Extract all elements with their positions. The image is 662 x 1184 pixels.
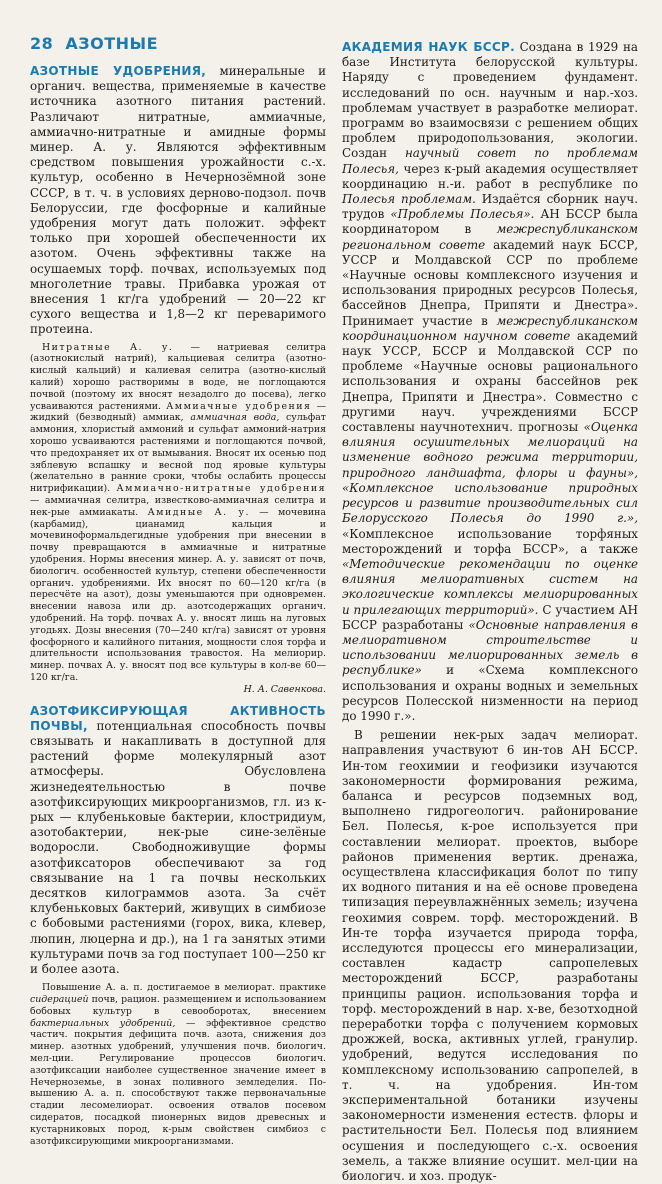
entry-paragraph: В решении нек-рых задач мелиорат. направления участвуют 6 ин-тов АН БССР. Ин-том геохимии и геофизики изучаются закономерности формирования режима, баланса и ресурсов подземных вод, выполнено гидрогеологич. районирование Бел. Полесья, к-рое используется при составлении мелиорат. проектов, выборе районов применения вертик. дренажа, осуществлена классификация болот по типу их водного питания и на её основе проведена типизация переувлажнённых земель; изучена геохимия соврем. торф. месторождений. В Ин-те торфа изучается природа торфа, исследуются процессы его минерализации, составлен кадастр сапропелевых месторождений БССР, разработаны принципы рацион. использования торфа и торф. месторождений в нар. х-ве, безотходной переработки торфа с получением кормовых дрожжей, воска, активных углей, гранулир. удобрений, ведутся исследования по комплексному использованию сапропелей, в т. ч. на удобрения. Ин-том экспериментальной ботаники изучены закономерности изменения естеств. флоры и растительности Бел. Полесья под влиянием осушения и последующего с.-х. освоения земель, а также влияние осушит. мел-ции на биологич. и хоз. продук- [342,728,638,1184]
paragraph-text: — мочевина (карбамид), цианамид кальция и мочевиноформальдегидные удобрения при внесении в почву превращаются в аммиачные и нитратные удобрения. Нормы внесения минер. А. у. зависят от почв, биологич. особенностей культур, степени обеспеченности органич. удобрениями. Их вносят по 60—120 кг/га (в пересчёте на азот), дозы уменьшаются при одновремен. внесении навоза или др. азотсодержащих органич. удобрений. На торф. почвах А. у. вносят лишь на луговых угодьях. Дозы внесения (70—240 кг/га) зависят от уровня фосфорного и калийного питания, мощности слоя торфа и длительности использования травостоя. На мелиорир. минер. почвах А. у. вносят под все культуры в кол-ве 60—120 кг/га. [30,506,326,683]
entry-text: через к-рый академия осуществляет координацию н.-и. работ в республике по [342,161,638,191]
cross-reference: научный совет по проблемам Полесья, [342,146,638,176]
entry-azotfiksiruyushchaya-aktivnost [30,704,326,978]
cross-reference: «Проблемы Полесья». [390,207,535,222]
entry-text: потенциальная способность почвы связывать и накапливать в доступной для растений форме молекулярный азот атмосферы. Обусловлена жизнедеятельностью в почве азотфиксирующих микроорганизмов, гл. из к-рых — клубеньковые бактерии, клостридиум, азотобактерии, нек-рые сине-зелёные водоросли. Свободноживущие формы азотфиксаторов обеспечивают за год связывание на 1 га почвы нескольких десятков килограммов азота. За счёт клубеньковых бактерий, живущих в симбиозе с бобовыми растениями (горох, вика, клевер, люпин, люцерна и др.), на 1 га занятых этими культурами почв за год поступает 100—250 кг и более азота. [30,718,326,977]
subterm: Аммиачно-нитратные удобрения [116,483,326,495]
cross-reference: бактериальных удобрений, [30,1017,176,1029]
paragraph-text: — аммиачная селитра, известково-аммиачная селитра и нек-рые аммиакаты. [30,495,326,518]
entry-text: и «Схема комплексного использования и охраны водных и земельных ресурсов Полесской низменности на период до 1990 г.». [342,663,638,723]
entry-paragraph [30,342,326,684]
left-column [30,64,327,1147]
entry-text: Издаётся сборник науч. трудов [342,192,638,222]
paragraph-text: — эффективное средство частич. покрытия дефицита почв. азота, снижения доз минер. азотных удобрений, улучшения почв. биологич. мел-ции. Регулирование процессов биологич. азотфиксации наиболее существенное значение имеет в Нечерноземье, в зонах поливного земледелия. Повышению А. а. п. способствуют также первоначальные стадии лесомелиорат. освоения отвалов посевом сидератов, посадкой пионерных видов древесных и кустарниковых пород, к-рым свойствен симбиоз с азотфиксирующими микроорганизмами. [30,1017,327,1147]
paragraph-text: — жидкий (безводный) аммиак, [30,400,327,424]
entry-term: АКАДЕМИЯ НАУК БССР. [342,40,515,54]
running-header [30,34,158,53]
cross-reference: межреспубликанском региональном совете [342,222,638,252]
cross-reference: «Методические рекомендации по оценке влияния мелиоративных систем на экологические комплексы мелиорированных и прилегающих территорий». [342,556,638,617]
entry-text: С участием АН БССР разработаны [342,602,638,632]
subterm: Нитратные А. у. [42,341,174,353]
cross-reference: аммиачная вода, [190,412,280,424]
entry-term: АЗОТНЫЕ УДОБРЕНИЯ, [30,64,207,78]
entry-paragraph [30,982,326,1147]
subterm: Аммиачные удобрения [166,400,312,412]
entry-term: АЗОТФИКСИРУЮЩАЯ АКТИВНОСТЬ ПОЧВЫ, [30,703,326,733]
entry-text: АН БССР была координатором в [342,207,638,237]
entry-text: академий наук УССР, БССР и Молдавской ССР по проблеме «Научные основы рационального использования и охраны бассейнов рек Днепра, Припяти и Днестра». Совместно с другими науч. учреждениями БССР составлены научнотехнич. прогнозы [342,328,638,435]
running-title: АЗОТНЫЕ [65,34,159,53]
cross-reference: Полесья проблемам. [342,192,476,207]
entry-text: минеральные и органич. вещества, применяемые в качестве источника азотного питания растений. Различают нитратные, аммиачные, аммиачно-нитратные и амидные формы минер. А. у. Являются эффективным средством повышения урожайности с.-х. культур, особенно в Нечернозёмной зоне СССР, в т. ч. в условиях дерново-подзол. почв Белоруссии, где фосфорные и калийные удобрения могут дать положит. эффект только при хорошей обеспеченности их азотом. Очень эффективны также на осушаемых торф. почвах, используемых под многолетние травы. Прибавка урожая от внесения 1 кг/га удобрений — 20—22 кг сухого вещества и 1,8—2 кг переваримого протеина. [30,64,326,337]
cross-reference: сидерацией [30,994,89,1006]
entry-azotnye-udobreniya [30,64,326,338]
entry-akademiya-nauk-bssr [342,40,638,724]
entry-text: «Комплексное использование торфяных месторождений и торфа БССР», а также [342,526,638,556]
right-column [342,40,638,1184]
entry-text: Создана в 1929 на базе Института белорусской культуры. Наряду с проведением фундамент. исследований по осн. научным и нар.-хоз. проблемам участвует в разработке мелиорат. программ во взаимосвязи с решением общих проблем природопользования, экологии. Создан [342,40,638,161]
paragraph-text: почв, рацион. размещением и использованием бобовых культур в севооборотах, внесением [30,994,326,1017]
page-number: 28 [30,34,54,53]
cross-reference: межреспубликанском координационном научном совете [342,313,638,343]
author-signature: Н. А. Савенкова. [243,683,326,695]
cross-reference: «Оценка влияния осушительных мелиораций на изменение водного режима территории, природного ландшафта, флоры и фауны», «Комплексное использование природных ресурсов и развитие производительных сил Белорусского Полесья до 1990 г.», [342,420,638,526]
paragraph-text: Повышение А. а. п. достигаемое в мелиорат. практике [42,982,326,994]
paragraph-text: — натриевая селитра (азотнокислый натрий), кальциевая селитра (азотно-кислый кальций) и калиевая селитра (азотно-кислый калий) хорошо растворимы в воде, не поглощаются почвой (поэтому их вносят незадолго до посева), легко усваиваются растениями. [30,341,326,412]
paragraph-text: сульфат аммония, хлористый аммоний и сульфат аммоний-натрия хорошо усваиваются растениями и поглощаются почвой, что предохраняет их от вымывания. Вносят их осенью под зяблевую вспашку и весной под яровые культуры (желательно в ранние сроки, чтобы ослабить процессы нитрификации). [30,412,326,495]
subterm: Амидные А. у. [147,506,250,518]
cross-reference: «Основные направления в мелиоративном строительстве и использовании мелиорированных земель в республике» [342,617,638,678]
entry-text: академий наук БССР, УССР и Молдавской ССР по проблеме «Научные основы комплексного изучения и использования природных ресурсов Полесья, бассейнов Днепра, Припяти и Днестра». Принимает участие в [342,237,638,328]
